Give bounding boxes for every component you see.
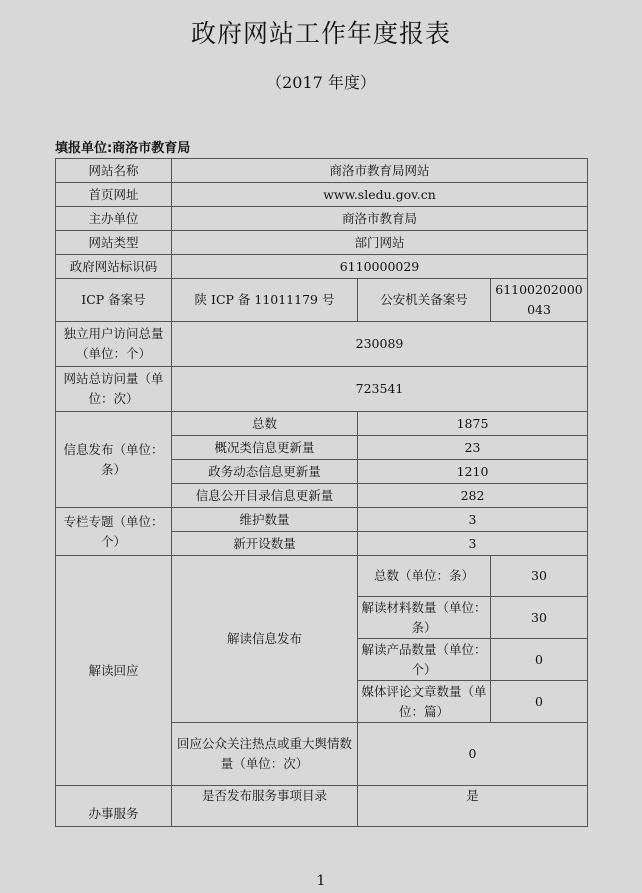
site-name-label: 网站名称 bbox=[56, 159, 172, 183]
info-total-value: 1875 bbox=[358, 412, 588, 436]
info-news-label: 政务动态信息更新量 bbox=[172, 460, 358, 484]
police-record-label: 公安机关备案号 bbox=[358, 279, 491, 322]
interpret-label: 解读回应 bbox=[56, 556, 172, 786]
sponsor-label: 主办单位 bbox=[56, 207, 172, 231]
gov-id-value: 6110000029 bbox=[172, 255, 588, 279]
homepage-value: www.sledu.gov.cn bbox=[172, 183, 588, 207]
table-row bbox=[56, 279, 588, 322]
sponsor-value: 商洛市教育局 bbox=[172, 207, 588, 231]
interpret-total-label: 总数（单位：条） bbox=[358, 556, 491, 597]
interpret-publish-label: 解读信息发布 bbox=[172, 556, 358, 723]
info-overview-label: 概况类信息更新量 bbox=[172, 436, 358, 460]
table-row bbox=[56, 412, 588, 436]
icp-value: 陕 ICP 备 11011179 号 bbox=[172, 279, 358, 322]
unique-visitors-label: 独立用户访问总量（单位：个） bbox=[56, 322, 172, 367]
table-row bbox=[56, 508, 588, 532]
interpret-media-value: 0 bbox=[491, 681, 588, 723]
table-row bbox=[56, 786, 588, 827]
topics-label: 专栏专题（单位：个） bbox=[56, 508, 172, 556]
page-number: 1 bbox=[316, 873, 326, 889]
homepage-label: 首页网址 bbox=[56, 183, 172, 207]
info-publish-label: 信息发布（单位：条） bbox=[56, 412, 172, 508]
site-type-label: 网站类型 bbox=[56, 231, 172, 255]
report-title: 政府网站工作年度报表 bbox=[190, 19, 451, 48]
topics-new-value: 3 bbox=[358, 532, 588, 556]
reporting-unit: 填报单位:商洛市教育局 bbox=[55, 141, 191, 156]
topics-maintain-label: 维护数量 bbox=[172, 508, 358, 532]
site-name-value: 商洛市教育局网站 bbox=[172, 159, 588, 183]
table-row bbox=[56, 367, 588, 412]
interpret-product-label: 解读产品数量（单位：个） bbox=[358, 639, 491, 681]
page-views-label: 网站总访问量（单位：次） bbox=[56, 367, 172, 412]
table-row bbox=[56, 556, 588, 597]
service-catalog-value: 是 bbox=[358, 786, 588, 827]
info-overview-value: 23 bbox=[358, 436, 588, 460]
service-label: 办事服务 bbox=[56, 786, 172, 827]
interpret-response-value: 0 bbox=[358, 723, 588, 786]
info-catalog-value: 282 bbox=[358, 484, 588, 508]
info-catalog-label: 信息公开目录信息更新量 bbox=[172, 484, 358, 508]
report-table bbox=[55, 158, 588, 827]
service-catalog-label: 是否发布服务事项目录 bbox=[172, 786, 358, 827]
interpret-response-label: 回应公众关注热点或重大舆情数量（单位：次） bbox=[172, 723, 358, 786]
table-row bbox=[56, 183, 588, 207]
topics-maintain-value: 3 bbox=[358, 508, 588, 532]
icp-label: ICP 备案号 bbox=[56, 279, 172, 322]
interpret-material-label: 解读材料数量（单位：条） bbox=[358, 597, 491, 639]
interpret-total-value: 30 bbox=[491, 556, 588, 597]
interpret-media-label: 媒体评论文章数量（单位：篇） bbox=[358, 681, 491, 723]
interpret-product-value: 0 bbox=[491, 639, 588, 681]
report-year: （2017 年度） bbox=[266, 73, 376, 92]
site-type-value: 部门网站 bbox=[172, 231, 588, 255]
info-total-label: 总数 bbox=[172, 412, 358, 436]
info-news-value: 1210 bbox=[358, 460, 588, 484]
table-row bbox=[56, 207, 588, 231]
interpret-material-value: 30 bbox=[491, 597, 588, 639]
page-views-value: 723541 bbox=[172, 367, 588, 412]
topics-new-label: 新开设数量 bbox=[172, 532, 358, 556]
unique-visitors-value: 230089 bbox=[172, 322, 588, 367]
table-row bbox=[56, 159, 588, 183]
table-row bbox=[56, 231, 588, 255]
table-row bbox=[56, 322, 588, 367]
police-record-value: 61100202000043 bbox=[491, 279, 588, 322]
table-row bbox=[56, 255, 588, 279]
gov-id-label: 政府网站标识码 bbox=[56, 255, 172, 279]
